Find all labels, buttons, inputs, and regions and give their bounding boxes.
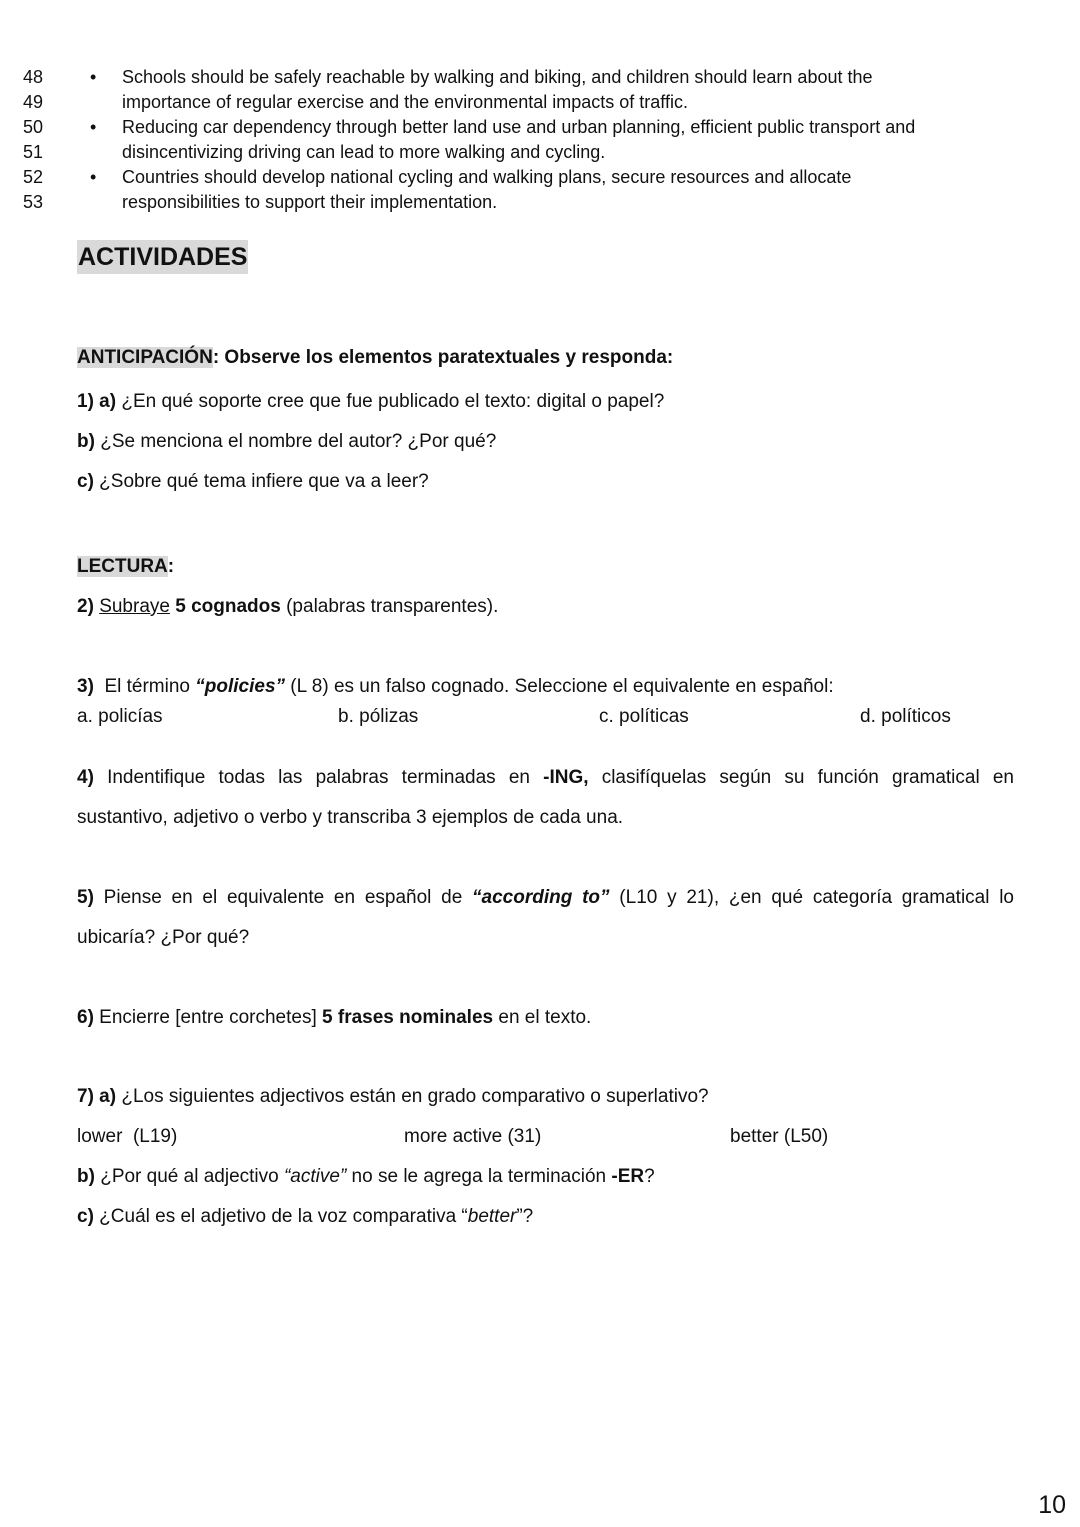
question-label: 2) [77, 596, 94, 617]
question-text: ¿Sobre qué tema infiere que va a leer? [93, 471, 429, 492]
question-text: El término [93, 676, 196, 697]
line-text: Countries should develop national cycling and walking plans, secure resources and allocate [122, 167, 852, 187]
question-text: Indentifique todas las palabras terminadas en [93, 767, 544, 788]
line-text: Reducing car dependency through better land use and urban planning, efficient public transport and [122, 117, 916, 137]
question-7c [77, 1204, 533, 1230]
option-a: a. policías [77, 706, 163, 727]
question-1a [77, 389, 664, 415]
anticipacion-heading [77, 345, 673, 371]
question-1b [77, 429, 496, 455]
line-number: 48 [23, 67, 44, 87]
bullet: • [90, 67, 97, 87]
bold-suffix: -ER [611, 1166, 645, 1187]
question-label: 3) [77, 676, 94, 697]
lectura-heading [77, 554, 174, 580]
question-text: Encierre [entre corchetes] [93, 1007, 323, 1028]
question-text: en el texto. [493, 1007, 592, 1028]
question-label: b) [77, 1166, 95, 1187]
question-text: ¿Cuál es el adjetivo de la voz comparativa “ [93, 1206, 468, 1227]
question-label: 4) [77, 767, 94, 788]
question-text: ¿Los siguientes adjectivos están en grado comparativo o superlativo? [116, 1086, 709, 1107]
question-label: c) [77, 1206, 94, 1227]
bullet: • [90, 167, 97, 187]
line-number: 50 [23, 117, 44, 137]
question-text: no se le agrega la terminación [346, 1166, 612, 1187]
question-5-line-1 [77, 885, 1014, 911]
question-4-line-1 [77, 765, 1014, 791]
question-text: ? [644, 1166, 655, 1187]
question-label: 6) [77, 1007, 94, 1028]
question-label: c) [77, 471, 94, 492]
line-number: 51 [23, 142, 44, 162]
question-5-line-2: ubicaría? ¿Por qué? [77, 927, 250, 948]
term-active: “active” [283, 1166, 347, 1187]
line-text: disincentivizing driving can lead to more walking and cycling. [122, 142, 606, 162]
line-number: 49 [23, 92, 44, 112]
term-according-to: “according to” [472, 887, 610, 908]
lectura-label: LECTURA [77, 556, 168, 577]
line-text: importance of regular exercise and the environmental impacts of traffic. [122, 92, 688, 112]
option-d: d. políticos [860, 706, 951, 727]
question-text: Piense en el equivalente en español de [93, 887, 473, 908]
question-text: ¿En qué soporte cree que fue publicado el texto: digital o papel? [116, 391, 665, 412]
line-number: 53 [23, 192, 44, 212]
question-label: b) [77, 431, 95, 452]
adjective-more-active: more active (31) [404, 1126, 542, 1147]
page-number: 10 [1038, 1491, 1066, 1519]
adjective-better: better (L50) [730, 1126, 829, 1147]
actividades-heading: ACTIVIDADES [77, 240, 248, 274]
question-text: clasifíquelas según su función gramatical en [588, 767, 1014, 788]
question-label: 5) [77, 887, 94, 908]
question-label: 1) a) [77, 391, 117, 412]
question-label: 7) a) [77, 1086, 117, 1107]
bold-suffix: -ING, [543, 767, 589, 788]
question-3 [77, 674, 834, 700]
question-1c [77, 469, 429, 495]
question-text: ¿Se menciona el nombre del autor? ¿Por qué? [94, 431, 497, 452]
anticipacion-instruction: : Observe los elementos paratextuales y responda: [212, 347, 674, 368]
question-text: (palabras transparentes). [280, 596, 499, 617]
question-text: (L 8) es un falso cognado. Seleccione el equivalente en español: [285, 676, 834, 697]
bold-phrase: 5 cognados [175, 596, 281, 617]
option-c: c. políticas [599, 706, 689, 727]
bullet: • [90, 117, 97, 137]
line-number: 52 [23, 167, 44, 187]
question-7a [77, 1084, 709, 1110]
lectura-colon: : [167, 556, 175, 577]
term-policies: “policies” [195, 676, 286, 697]
underlined-verb: Subraye [99, 596, 170, 617]
question-2 [77, 594, 498, 620]
question-text: (L10 y 21), ¿en qué categoría gramatical lo [609, 887, 1015, 908]
line-text: Schools should be safely reachable by walking and biking, and children should learn about the [122, 67, 873, 87]
question-7b [77, 1164, 655, 1190]
option-b: b. pólizas [338, 706, 419, 727]
adjective-lower: lower (L19) [77, 1126, 178, 1147]
bold-phrase: 5 frases nominales [322, 1007, 494, 1028]
line-text: responsibilities to support their implementation. [122, 192, 498, 212]
anticipacion-label: ANTICIPACIÓN [77, 347, 213, 368]
question-4-line-2: sustantivo, adjetivo o verbo y transcriba 3 ejemplos de cada una. [77, 807, 624, 828]
question-text: ¿Por qué al adjectivo [94, 1166, 284, 1187]
question-6 [77, 1005, 591, 1031]
question-text: ”? [516, 1206, 534, 1227]
term-better: better [467, 1206, 517, 1227]
